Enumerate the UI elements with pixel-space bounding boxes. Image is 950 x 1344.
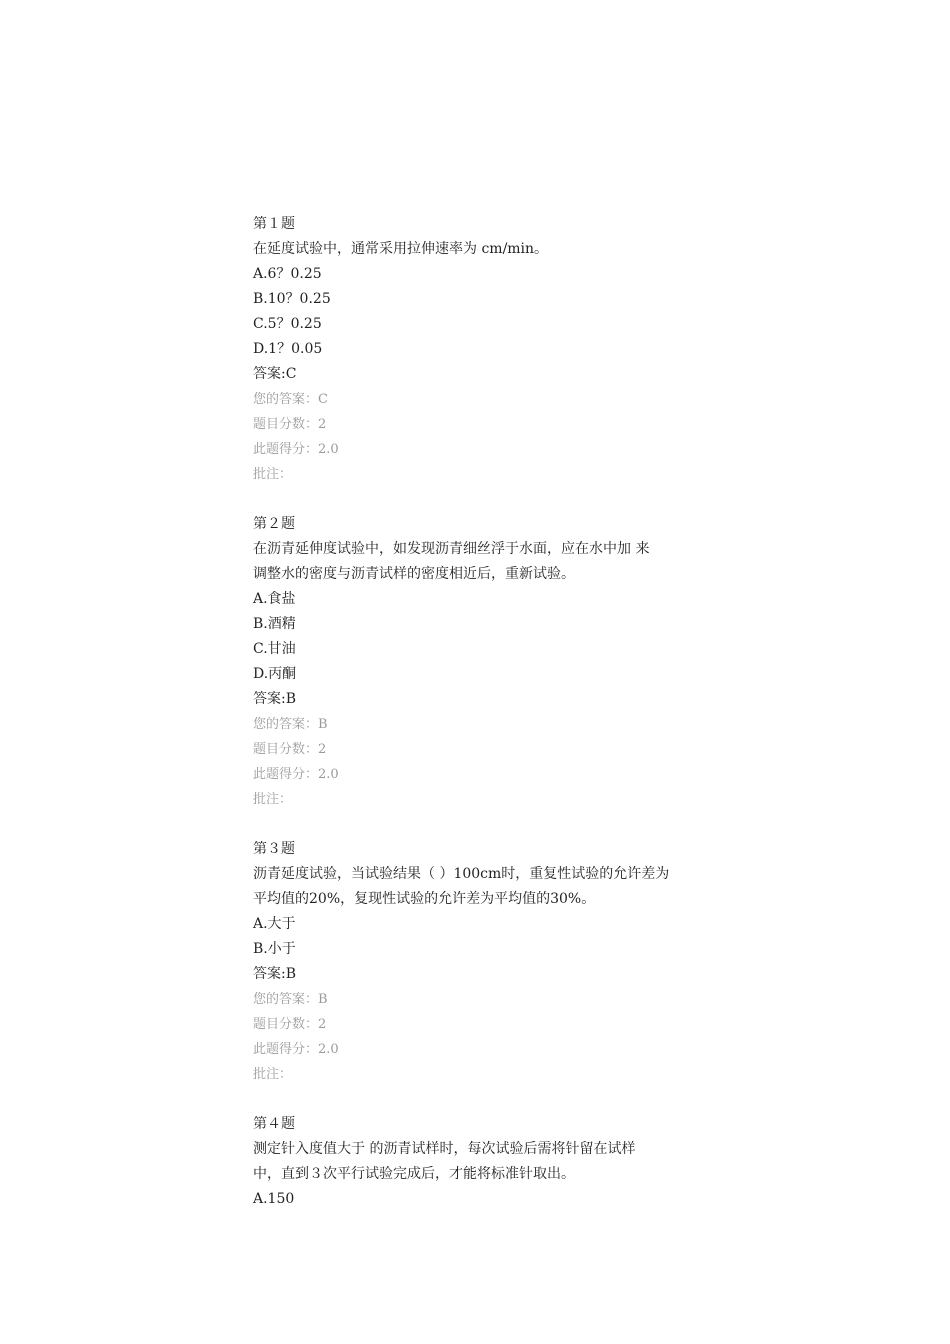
question-score: 题目分数：2	[253, 417, 327, 432]
question-2	[253, 512, 713, 812]
correct-answer: 答案:B	[253, 691, 297, 707]
annotation: 批注：	[253, 792, 293, 807]
option-a: A.150	[253, 1191, 295, 1207]
question-stem-line: 调整水的密度与沥青试样的密度相近后，重新试验。	[253, 566, 575, 582]
annotation: 批注：	[253, 1067, 293, 1082]
annotation: 批注：	[253, 467, 293, 482]
question-title: 第３题	[253, 841, 295, 857]
question-stem	[253, 862, 713, 912]
question-score: 题目分数：2	[253, 1017, 327, 1032]
question-stem-line: 沥青延度试验，当试验结果（ ）100cm时，重复性试验的允许差为	[253, 866, 670, 882]
option-b: B.小于	[253, 941, 296, 957]
option-a: A.大于	[253, 916, 296, 932]
option-a: A.6？0.25	[253, 266, 322, 282]
option-c: C.甘油	[253, 641, 296, 657]
question-3	[253, 837, 713, 1087]
question-stem-line: 测定针入度值大于 的沥青试样时，每次试验后需将针留在试样	[253, 1141, 636, 1157]
question-score: 题目分数：2	[253, 742, 327, 757]
option-b: B.10？0.25	[253, 291, 331, 307]
question-stem-line: 在延度试验中，通常采用拉伸速率为 cm/min。	[253, 241, 549, 257]
question-stem-line: 在沥青延伸度试验中，如发现沥青细丝浮于水面，应在水中加 来	[253, 541, 650, 557]
question-title: 第４题	[253, 1116, 295, 1132]
earned-score: 此题得分：2.0	[253, 767, 339, 782]
your-answer: 您的答案：B	[253, 992, 328, 1007]
option-d: D.1？0.05	[253, 341, 323, 357]
your-answer: 您的答案：C	[253, 392, 328, 407]
quiz-document	[253, 212, 713, 1237]
earned-score: 此题得分：2.0	[253, 442, 339, 457]
option-b: B.酒精	[253, 616, 296, 632]
question-stem-line: 中，直到３次平行试验完成后，才能将标准针取出。	[253, 1166, 575, 1182]
question-4	[253, 1112, 713, 1212]
question-stem	[253, 237, 713, 262]
option-d: D.丙酮	[253, 666, 297, 682]
question-stem	[253, 537, 713, 587]
question-1	[253, 212, 713, 487]
option-c: C.5？0.25	[253, 316, 322, 332]
correct-answer: 答案:B	[253, 966, 297, 982]
question-stem-line: 平均值的20%，复现性试验的允许差为平均值的30%。	[253, 891, 596, 907]
question-stem	[253, 1137, 713, 1187]
question-title: 第２题	[253, 516, 295, 532]
your-answer: 您的答案：B	[253, 717, 328, 732]
earned-score: 此题得分：2.0	[253, 1042, 339, 1057]
question-title: 第１题	[253, 216, 295, 232]
option-a: A.食盐	[253, 591, 296, 607]
correct-answer: 答案:C	[253, 366, 297, 382]
